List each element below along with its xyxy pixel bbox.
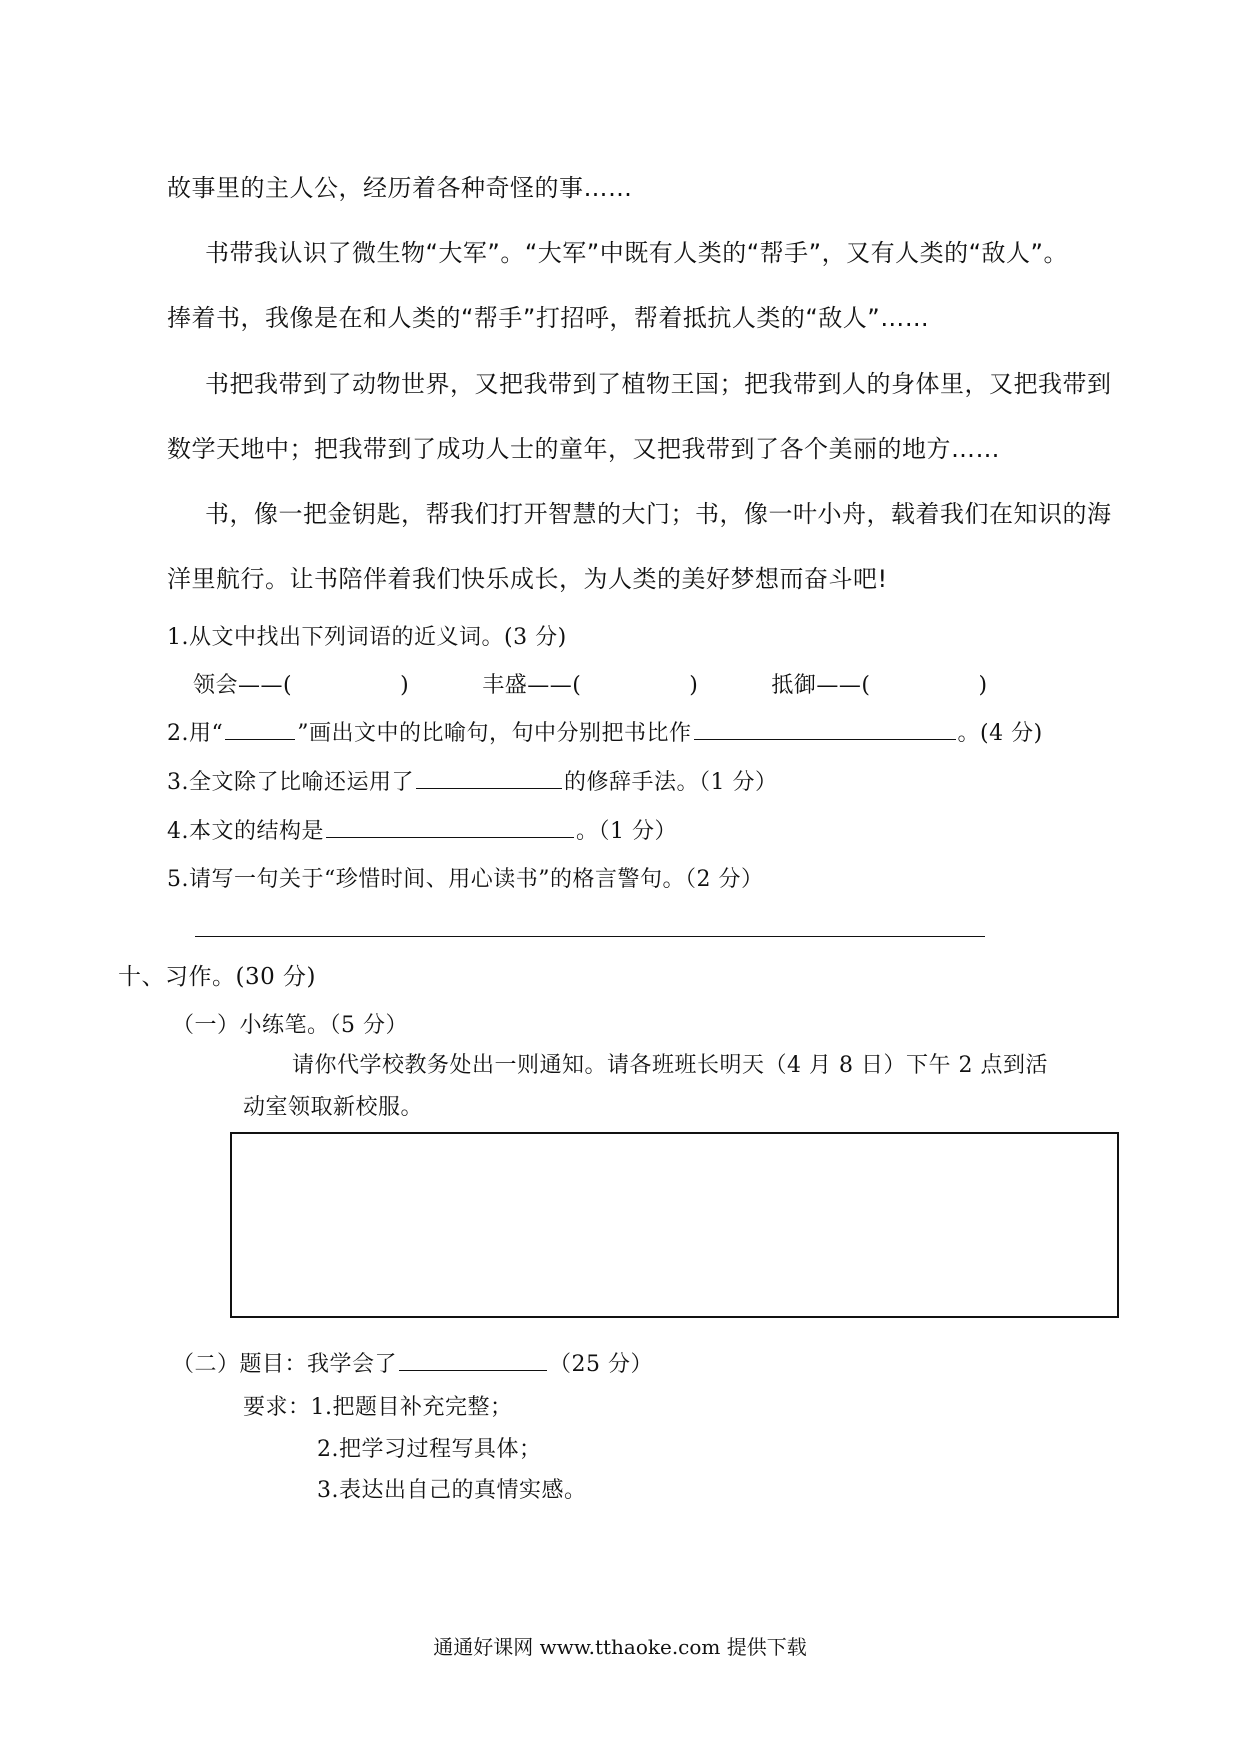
part2-title: （二）题目：我学会了 （25 分） [172,1352,654,1377]
question-4: 4.本文的结构是 。（1 分） [167,819,677,844]
q1-word-row: 领会——( ) 丰盛——( ) 抵御——( ) [193,673,988,698]
q5-answer-line[interactable] [195,936,985,937]
requirement-row [243,1390,513,1421]
footer-text: 通通好课网 www.tthaoke.com 提供下载 [433,1635,807,1659]
part1-title: （一）小练笔。（5 分） [172,1013,408,1038]
q1-word-3: 抵御——( [771,673,871,698]
requirement-3: 3.表达出自己的真情实感。 [317,1478,587,1503]
q2-underline-sample [225,719,295,740]
q2-answer-blank[interactable] [694,719,956,740]
q3-answer-blank[interactable] [416,768,562,789]
requirement-2: 2.把学习过程写具体； [317,1437,542,1462]
q4-answer-blank[interactable] [326,817,574,838]
question-5: 5.请写一句关于“珍惜时间、用心读书”的格言警句。（2 分） [167,867,764,892]
q1-word-1: 领会——( [193,673,293,698]
passage-line: 数学天地中；把我带到了成功人士的童年，又把我带到了各个美丽的地方…… [167,435,1000,463]
part1-prompt-line: 请你代学校教务处出一则通知。请各班班长明天（4 月 8 日）下午 2 点到活 [292,1053,1048,1078]
passage-line: 故事里的主人公，经历着各种奇怪的事…… [167,174,633,202]
question-3: 3.全文除了比喻还运用了 的修辞手法。（1 分） [167,770,778,795]
requirement-label: 要求： [243,1395,311,1420]
passage-line: 书带我认识了微生物“大军”。“大军”中既有人类的“帮手”，又有人类的“敌人”。 [205,239,1068,267]
passage-line: 书，像一把金钥匙，帮我们打开智慧的大门；书，像一叶小舟，载着我们在知识的海 [205,500,1112,528]
question-1: 1.从文中找出下列词语的近义词。(3 分) [167,625,567,650]
question-2: 2.用“ ”画出文中的比喻句，句中分别把书比作 。(4 分) [167,721,1043,746]
passage-line: 捧着书，我像是在和人类的“帮手”打招呼，帮着抵抗人类的“敌人”…… [167,304,930,332]
requirement-1: 1.把题目补充完整； [310,1395,513,1420]
passage-line: 洋里航行。让书陪伴着我们快乐成长，为人类的美好梦想而奋斗吧! [167,565,888,593]
section-heading: 十、习作。(30 分) [118,964,317,990]
q1-word-2: 丰盛——( [482,673,582,698]
passage-line: 书把我带到了动物世界，又把我带到了植物王国；把我带到人的身体里，又把我带到 [205,370,1112,398]
notice-writing-box[interactable] [230,1132,1119,1318]
part1-prompt-line: 动室领取新校服。 [243,1095,424,1120]
part2-title-blank[interactable] [399,1350,547,1371]
